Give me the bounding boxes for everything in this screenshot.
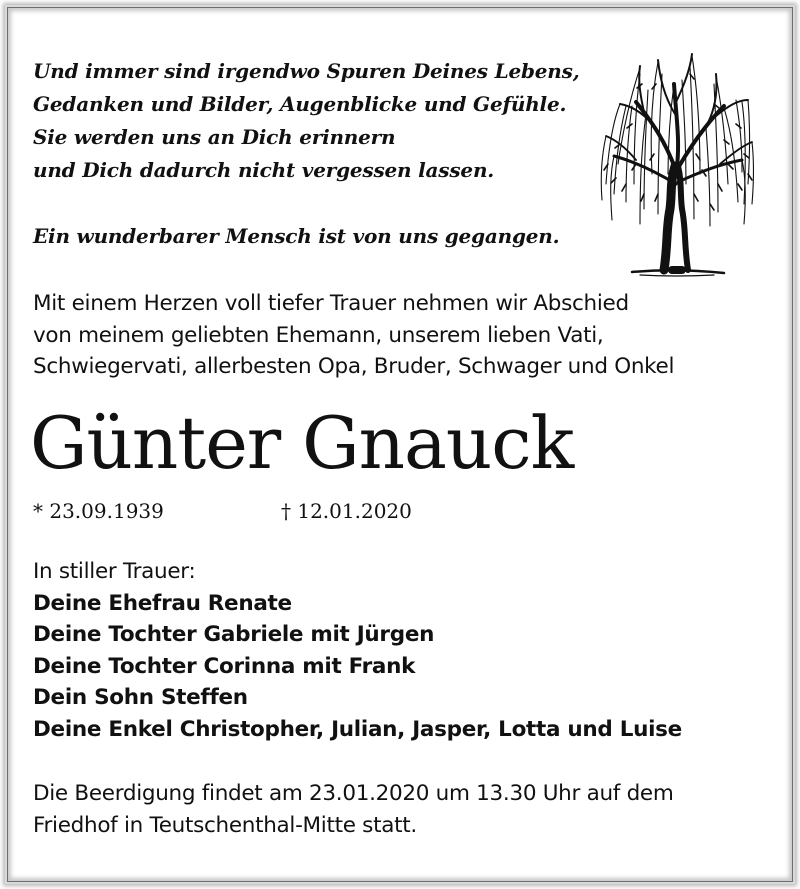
poem-line: und Dich dadurch nicht vergessen lassen. <box>33 158 495 182</box>
funeral-line: Die Beerdigung findet am 23.01.2020 um 13.30 Uhr auf dem <box>33 781 674 806</box>
poem <box>33 55 579 253</box>
mourner-entry: Deine Tochter Gabriele mit Jürgen <box>33 622 435 647</box>
life-dates <box>33 497 412 525</box>
birth-date: * 23.09.1939 <box>33 499 164 523</box>
intro-line: von meinem geliebten Ehemann, unserem lieben Vati, <box>33 322 604 348</box>
poem-line: Und immer sind irgendwo Spuren Deines Lebens, <box>33 59 580 83</box>
death-date: † 12.01.2020 <box>281 499 412 523</box>
poem-spacer <box>33 187 579 220</box>
funeral-notice <box>33 778 674 841</box>
willow-tree-icon <box>596 44 756 280</box>
poem-line: Sie werden uns an Dich erinnern <box>33 125 396 149</box>
intro-line: Mit einem Herzen voll tiefer Trauer nehmen wir Abschied <box>33 291 629 316</box>
funeral-line: Friedhof in Teutschenthal-Mitte statt. <box>33 812 417 838</box>
poem-line: Gedanken und Bilder, Augenblicke und Gefühle. <box>33 92 567 116</box>
mourner-entry: Deine Enkel Christopher, Julian, Jasper, Lotta und Luise <box>33 716 682 742</box>
mourners-heading: In stiller Trauer: <box>33 559 196 584</box>
intro-line: Schwiegervati, allerbesten Opa, Bruder, Schwager und Onkel <box>33 354 675 379</box>
mourner-entry: Deine Tochter Corinna mit Frank <box>33 653 416 679</box>
mourners-list <box>33 556 682 745</box>
intro-text <box>33 288 674 383</box>
mourner-entry: Deine Ehefrau Renate <box>33 590 292 616</box>
mourner-entry: Dein Sohn Steffen <box>33 685 248 710</box>
deceased-name: Günter Gnauck <box>30 401 574 485</box>
poem-closing: Ein wunderbarer Mensch ist von uns gegangen. <box>33 224 560 248</box>
